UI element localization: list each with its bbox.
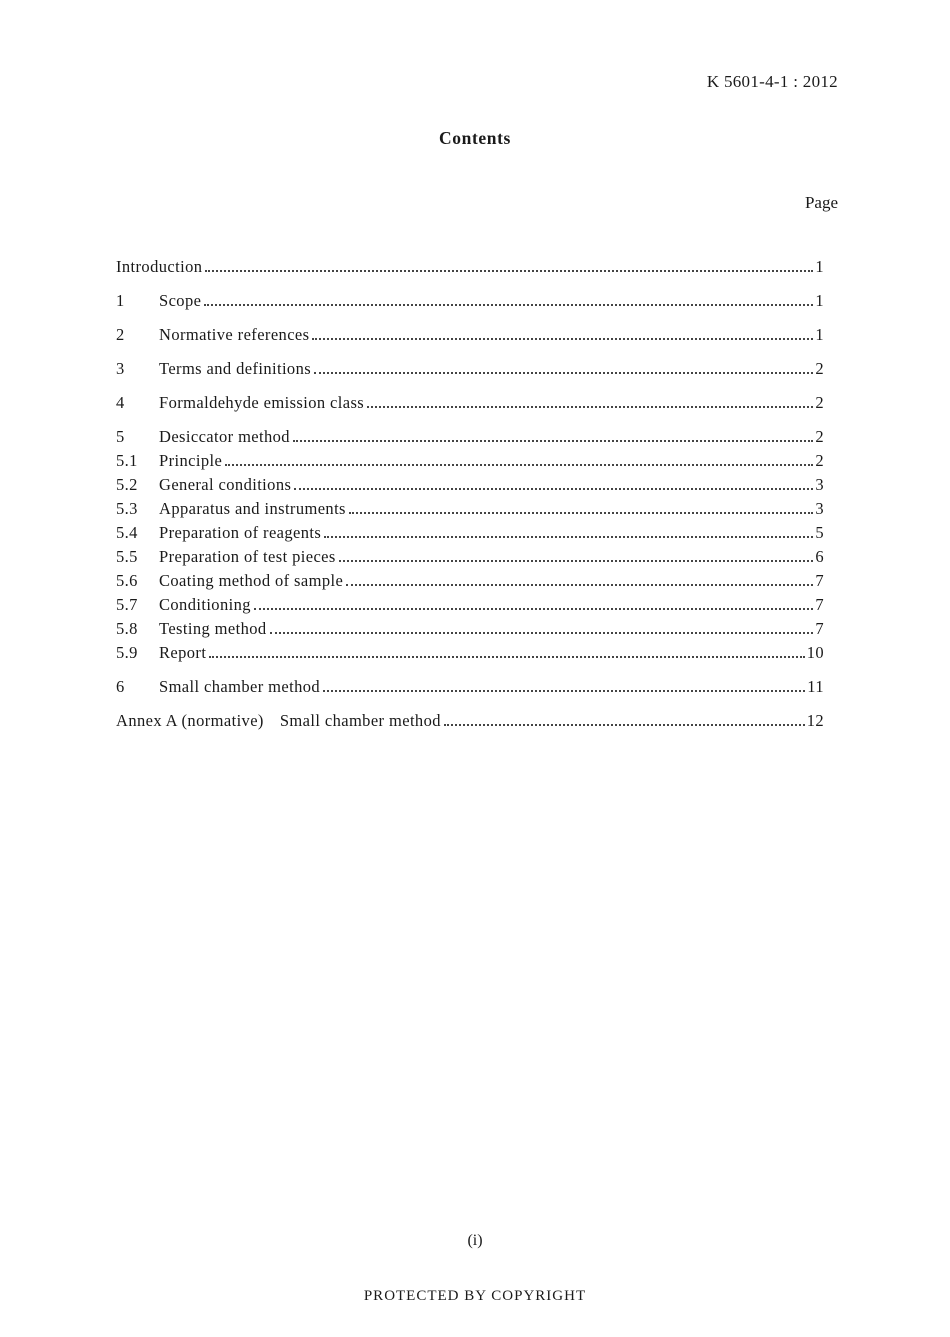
toc-entry-title: Report [159,643,207,662]
toc-entry-title: Apparatus and instruments [159,499,346,518]
dot-leader [293,440,813,442]
dot-leader [314,372,813,374]
toc-entry-page: 2 [815,451,824,470]
toc-entry-title: Principle [159,451,223,470]
dot-leader [444,724,805,726]
toc-entry-scope[interactable] [116,289,824,313]
toc-entry-number: 5.5 [116,547,138,566]
toc-entry-desiccator-method[interactable] [116,425,824,449]
toc-entry-page: 10 [806,643,824,662]
toc-entry-page: 5 [815,523,824,542]
dot-leader [294,488,813,490]
toc-entry-normative-references[interactable] [116,323,824,347]
toc-entry-title: Desiccator method [159,427,290,446]
toc-entry-number: 1 [116,291,125,310]
toc-entry-page: 1 [815,257,824,276]
toc-entry-page: 6 [815,547,824,566]
toc-entry-page: 2 [815,393,824,412]
toc-entry-conditioning[interactable] [116,593,824,617]
dot-leader [324,536,813,538]
toc-entry-title: Conditioning [159,595,251,614]
dot-leader [346,584,813,586]
toc-entry-page: 7 [815,571,824,590]
page-column-label: Page [804,193,838,212]
copyright-notice: PROTECTED BY COPYRIGHT [363,1288,587,1304]
toc-entry-title: Preparation of test pieces [159,547,336,566]
toc-entry-page: 7 [815,595,824,614]
dot-leader [312,338,813,340]
toc-entry-title: Normative references [159,325,310,344]
toc-entry-terms-and-definitions[interactable] [116,357,824,381]
toc-entry-annex-a[interactable] [116,709,824,733]
dot-leader [349,512,813,514]
page-title: Contents [439,128,511,148]
toc-entry-title: Small chamber method [159,677,321,696]
toc-entry-number: 5 [116,427,125,446]
document-id: K 5601-4-1 : 2012 [706,72,838,91]
toc-entry-general-conditions[interactable] [116,473,824,497]
toc-entry-number: 5.2 [116,475,138,494]
toc-entry-number: 5.7 [116,595,138,614]
annex-label: Annex A (normative) [116,711,264,730]
toc-entry-page: 3 [815,499,824,518]
toc-entry-page: 11 [807,677,824,696]
toc-entry-page: 12 [806,711,824,730]
toc-entry-small-chamber-method[interactable] [116,675,824,699]
dot-leader [254,608,813,610]
toc-entry-title: Scope [159,291,202,310]
dot-leader [209,656,804,658]
toc-entry-title: Preparation of reagents [159,523,322,542]
toc-entry-number: 5.8 [116,619,138,638]
toc-entry-page: 2 [815,427,824,446]
toc-entry-number: 3 [116,359,125,378]
dot-leader [204,304,813,306]
toc-entry-page: 3 [815,475,824,494]
toc-entry-title: Introduction [116,257,203,276]
toc-entry-principle[interactable] [116,449,824,473]
toc-entry-title: Testing method [159,619,267,638]
toc-entry-testing-method[interactable] [116,617,824,641]
toc-entry-preparation-of-reagents[interactable] [116,521,824,545]
toc-entry-page: 1 [815,325,824,344]
toc-entry-number: 5.3 [116,499,138,518]
toc-entry-number: 5.9 [116,643,138,662]
dot-leader [270,632,814,634]
dot-leader [225,464,813,466]
toc-entry-number: 5.4 [116,523,138,542]
toc-entry-formaldehyde-emission-class[interactable] [116,391,824,415]
toc-entry-report[interactable] [116,641,824,665]
toc-entry-title: Terms and definitions [159,359,312,378]
dot-leader [339,560,814,562]
table-of-contents [116,255,824,733]
toc-entry-title: Formaldehyde emission class [159,393,365,412]
toc-entry-title: Coating method of sample [159,571,344,590]
toc-entry-number: 5.6 [116,571,138,590]
toc-entry-title: Small chamber method [279,711,441,730]
toc-entry-page: 1 [815,291,824,310]
toc-entry-page: 7 [815,619,824,638]
toc-entry-title: General conditions [159,475,292,494]
toc-entry-number: 2 [116,325,125,344]
footer-page-number: (i) [467,1232,483,1249]
dot-leader [205,270,813,272]
dot-leader [367,406,813,408]
toc-entry-coating-method-of-sample[interactable] [116,569,824,593]
toc-entry-introduction[interactable] [116,255,824,279]
toc-entry-number: 4 [116,393,125,412]
toc-entry-number: 5.1 [116,451,138,470]
toc-entry-number: 6 [116,677,125,696]
dot-leader [323,690,805,692]
toc-entry-page: 2 [815,359,824,378]
toc-entry-apparatus-and-instruments[interactable] [116,497,824,521]
toc-entry-preparation-of-test-pieces[interactable] [116,545,824,569]
